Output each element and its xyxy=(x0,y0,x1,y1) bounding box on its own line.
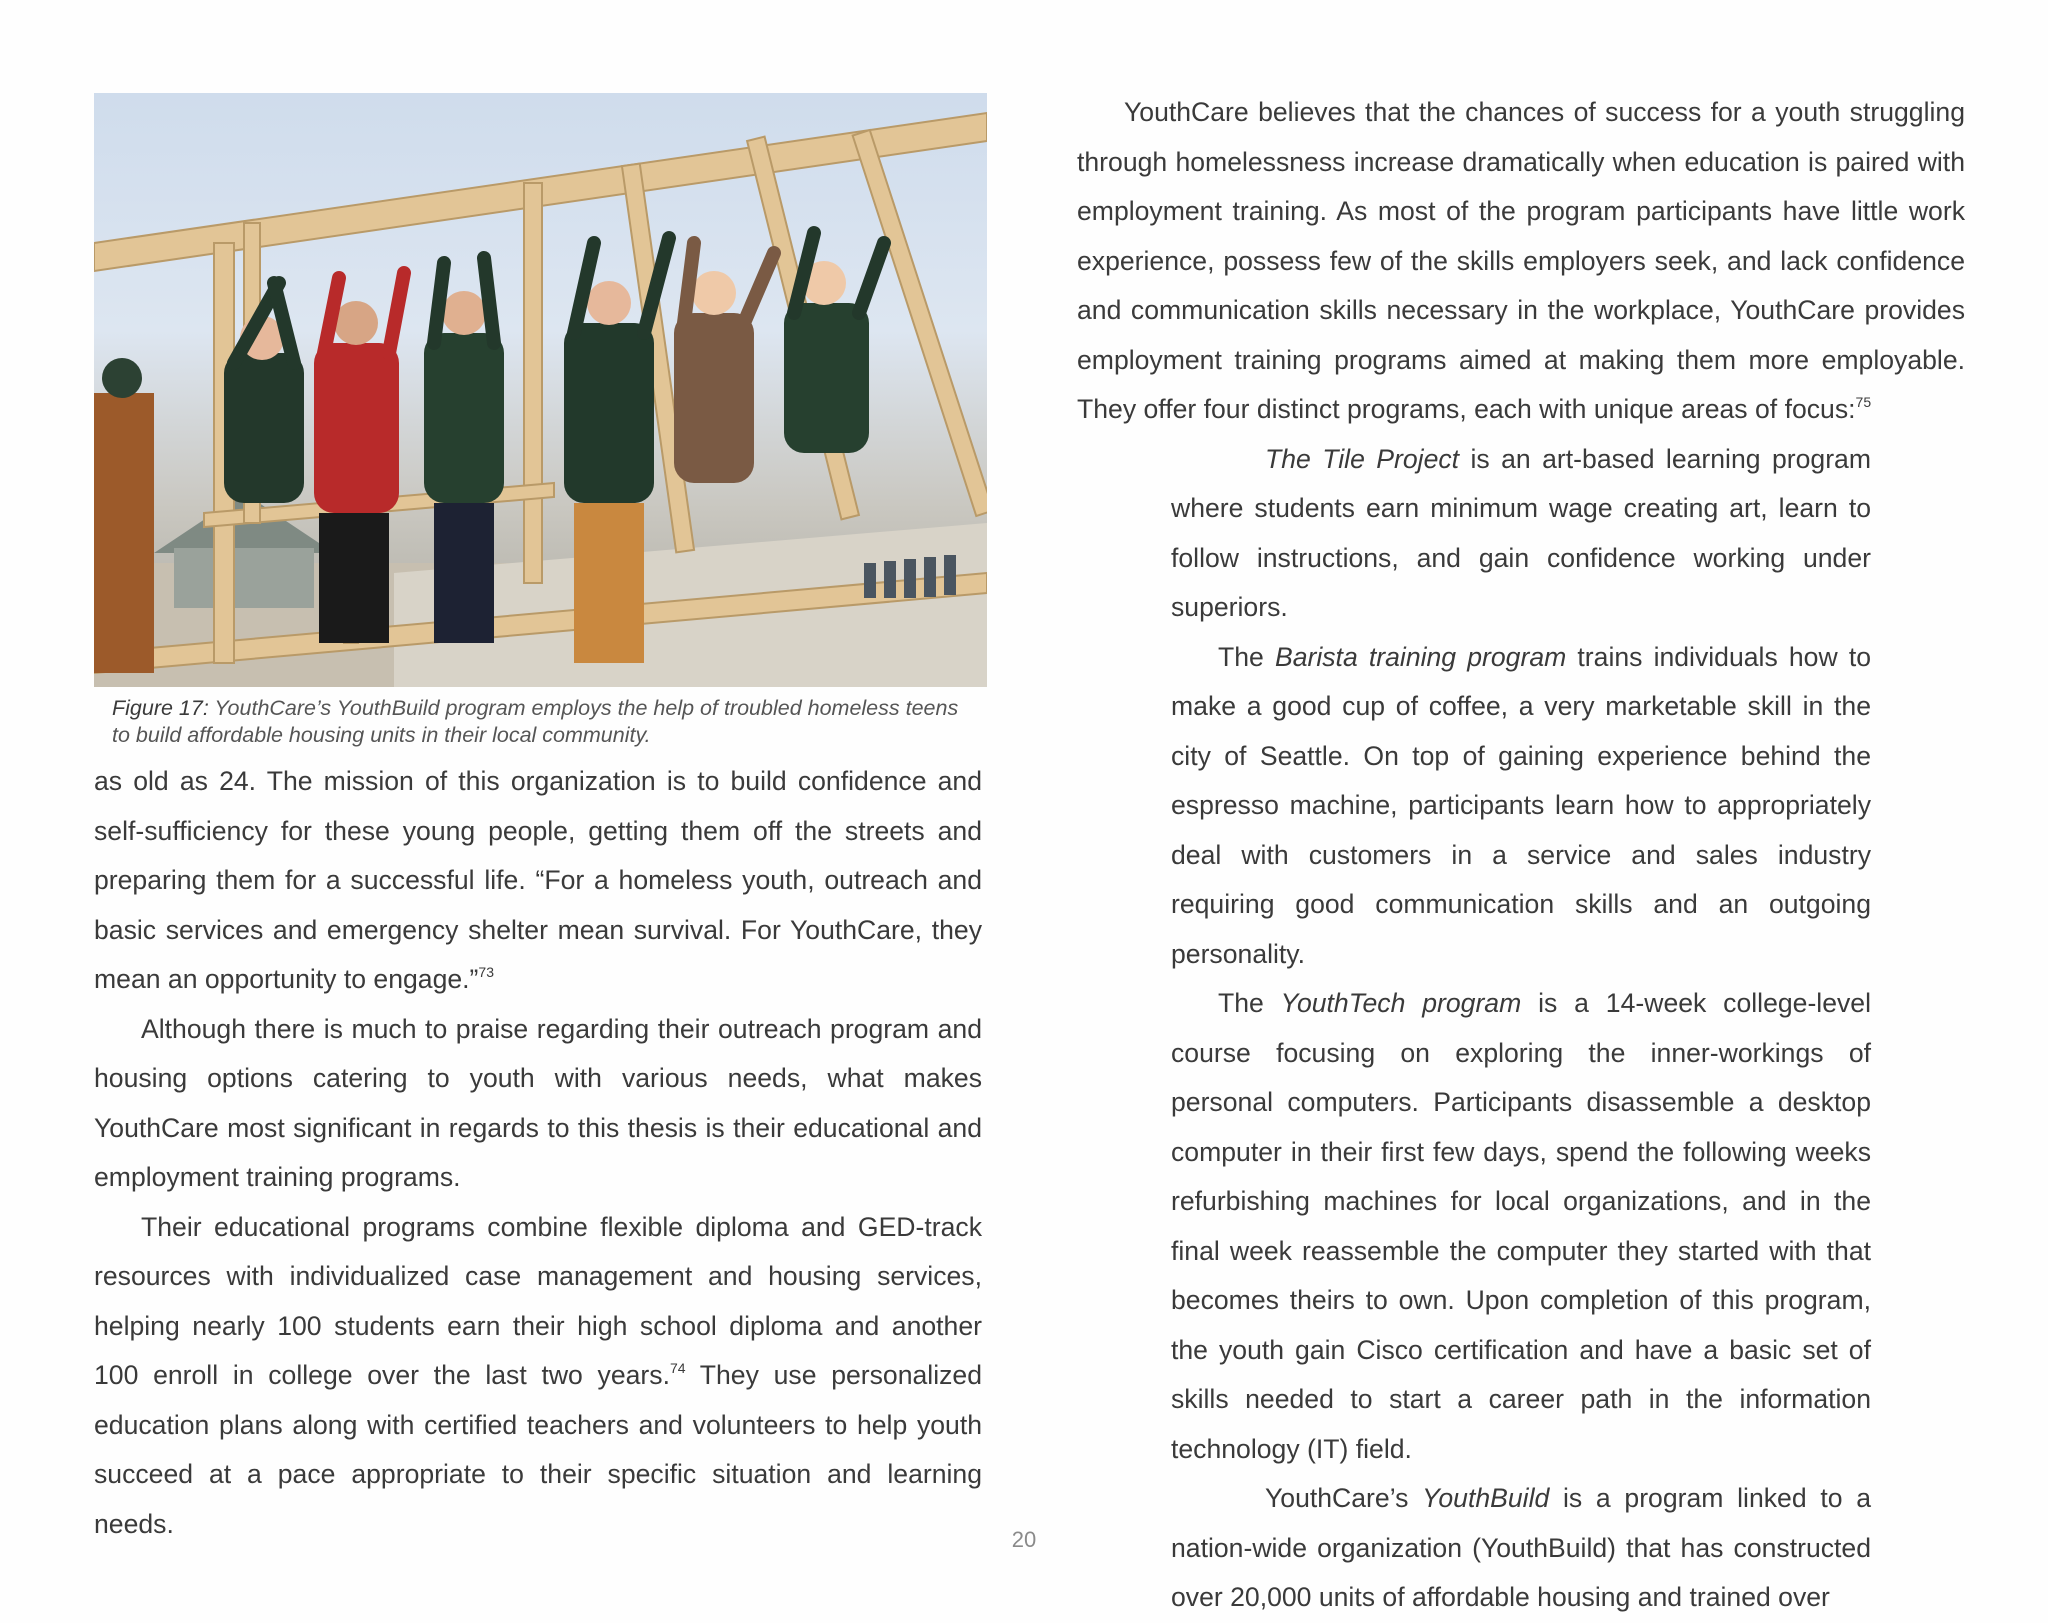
program-list xyxy=(1171,435,1871,1623)
footnote-ref-73[interactable]: 73 xyxy=(478,963,494,980)
figure-photo-youthbuild-wall-raising xyxy=(94,93,987,687)
left-paragraph-2: Although there is much to praise regarding their outreach program and housing options catering to youth with various needs, what makes YouthCare most significant in regards to this thesis is their educational and employment training programs. xyxy=(94,1013,982,1192)
program-barista-title: Barista training program xyxy=(1274,641,1567,672)
program-youthtech xyxy=(1171,979,1871,1474)
right-intro-paragraph xyxy=(1077,88,1965,435)
program-youthtech-pre: The xyxy=(1218,988,1281,1018)
program-tile-project xyxy=(1171,435,1871,633)
figure-caption-text: YouthCare’s YouthBuild program employs the help of troubled homeless teens to build affordable housing units in their local community. xyxy=(112,696,959,747)
footnote-ref-74[interactable]: 74 xyxy=(669,1359,686,1376)
program-youthbuild-title: YouthBuild xyxy=(1422,1483,1550,1513)
footnote-ref-75[interactable]: 75 xyxy=(1855,393,1872,410)
program-barista-pre: The xyxy=(1218,641,1275,672)
program-youthbuild-text: is a program linked to a nation-wide organization (YouthBuild) that has constructed over 20,000 units of affordable housing and trained over xyxy=(1171,1483,1871,1612)
left-paragraph-1 xyxy=(94,757,982,1005)
right-column xyxy=(1077,88,1965,1623)
program-youthbuild-pre: YouthCare’s xyxy=(1265,1483,1423,1513)
program-youthtech-title: YouthTech program xyxy=(1280,988,1522,1018)
photo-illustration xyxy=(94,93,987,687)
program-barista xyxy=(1171,633,1871,980)
page-number: 20 xyxy=(1011,1527,1037,1552)
figure-caption xyxy=(112,695,972,749)
left-paragraph-3-text-b: They use personalized education plans along with certified teachers and volunteers to help youth succeed at a pace appropriate to their specific situation and learning needs. xyxy=(94,1360,982,1539)
program-barista-text: trains individuals how to make a good cup of coffee, a very marketable skill in the city of Seattle. On top of gaining experience behind the espresso machine, participants learn how to appropriately deal with customers in a service and sales industry requiring good communication skills and an outgoing personality. xyxy=(1171,641,1871,969)
program-tile-title: The Tile Project xyxy=(1265,443,1460,474)
left-paragraph-3 xyxy=(94,1203,982,1550)
right-intro-text: YouthCare believes that the chances of success for a youth struggling through homelessness increase dramatically when education is paired with employment training. As most of the program participants have little work experience, possess few of the skills employers seek, and lack confidence and communication skills necessary in the workplace, YouthCare provides employment training programs aimed at making them more employable. They offer four distinct programs, each with unique areas of focus: xyxy=(1077,97,1965,424)
left-paragraph-1-text: as old as 24. The mission of this organization is to build confidence and self-sufficiency for these young people, getting them off the streets and preparing them for a successful life. “For a homeless youth, outreach and basic services and emergency shelter mean survival. For YouthCare, they mean an opportunity to engage.” xyxy=(94,766,982,994)
program-youthtech-text: is a 14-week college-level course focusing on exploring the inner-workings of personal computers. Participants disassemble a desktop computer in their first few days, spend the following weeks refurbishing machines for local organizations, and in the final week reassemble the computer they started with that becomes theirs to own. Upon completion of this program, the youth gain Cisco certification and have a basic set of skills needed to start a career path in the information technology (IT) field. xyxy=(1171,988,1871,1464)
program-tile-text: is an art-based learning program where students earn minimum wage creating art, learn to follow instructions, and gain confidence working under superiors. xyxy=(1171,443,1871,622)
figure-caption-label: Figure 17: xyxy=(112,696,209,720)
left-column xyxy=(94,88,982,1549)
left-paragraph-3-text-a: Their educational programs combine flexible diploma and GED-track resources with individualized case management and housing services, helping nearly 100 students earn their high school diploma and another 100 enroll in college over the last two years. xyxy=(94,1211,982,1390)
